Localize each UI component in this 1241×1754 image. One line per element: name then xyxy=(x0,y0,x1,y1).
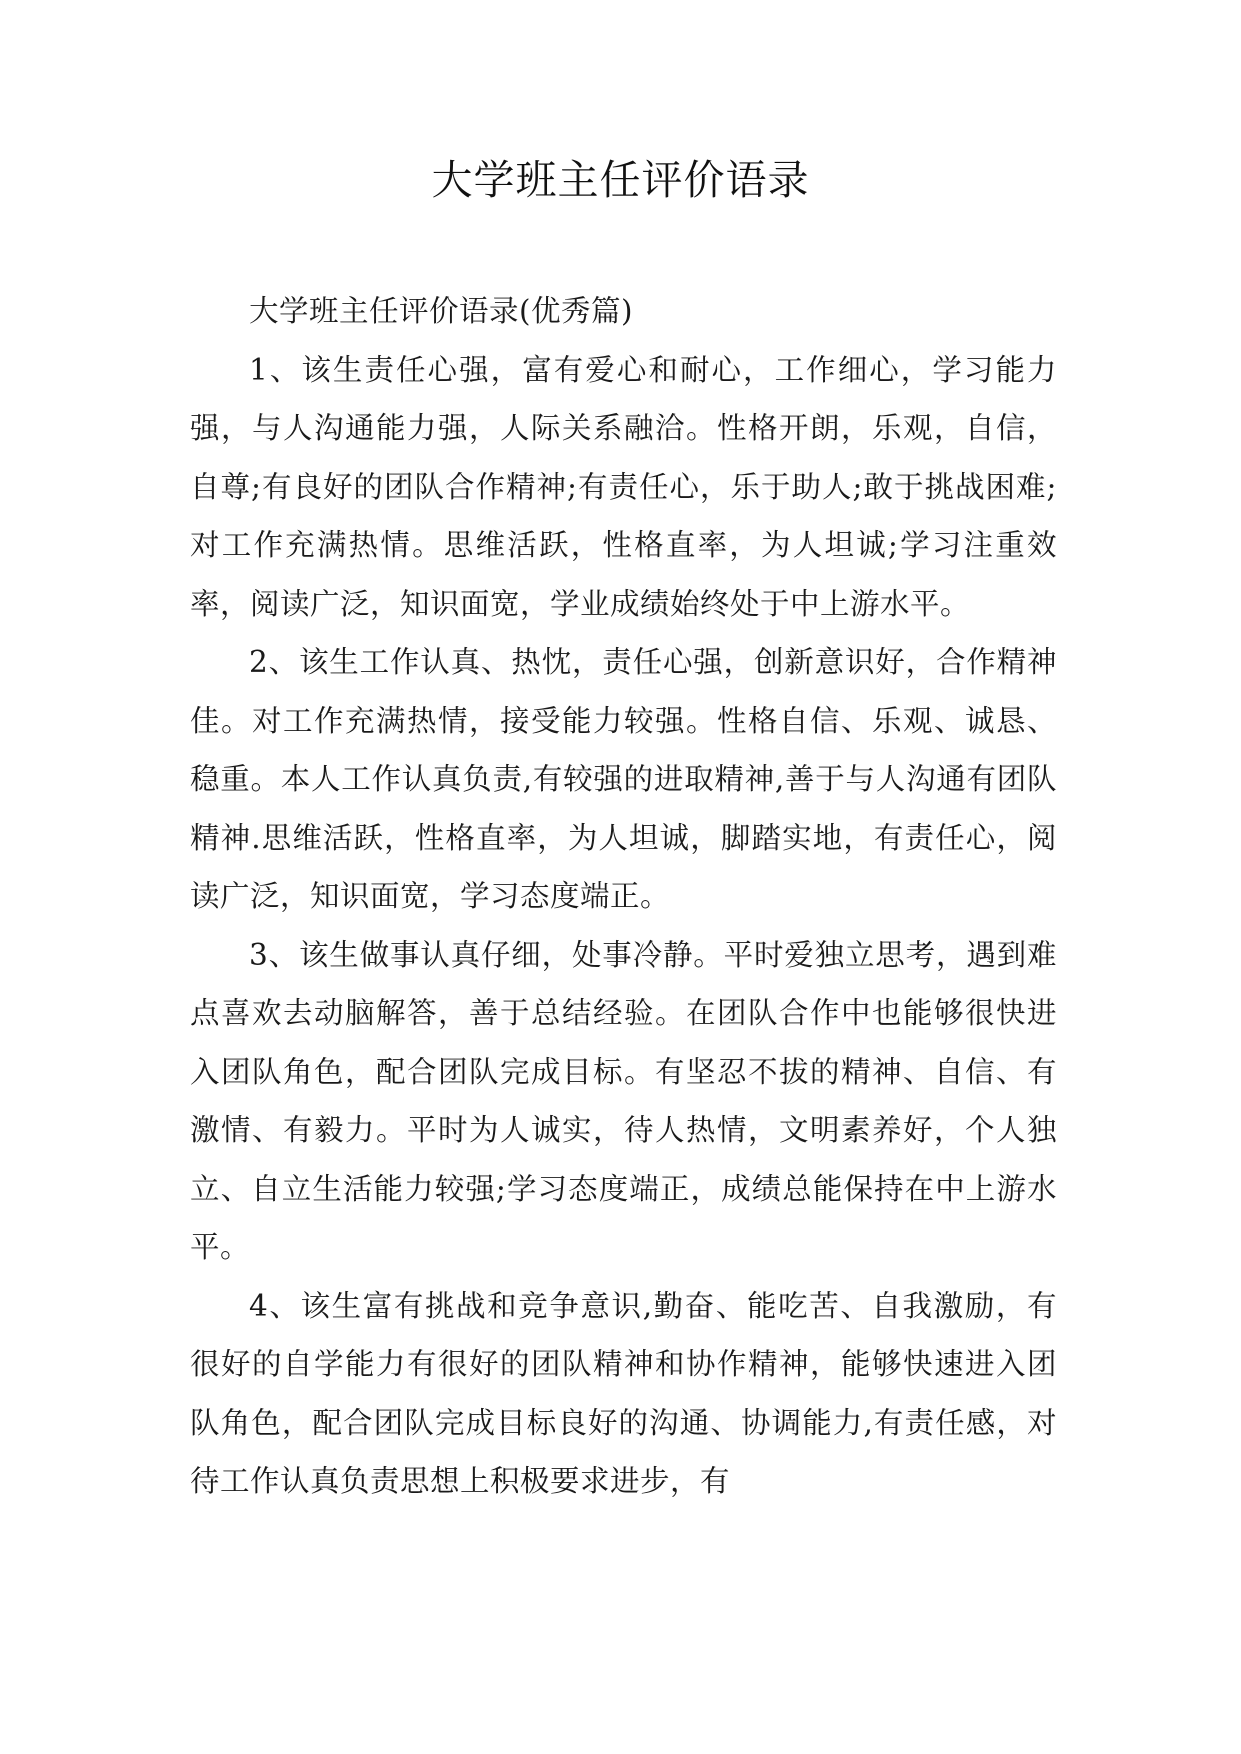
document-title: 大学班主任评价语录 xyxy=(431,156,810,204)
document-body xyxy=(190,282,1057,1511)
paragraph-heading: 大学班主任评价语录(优秀篇) xyxy=(249,294,634,328)
paragraph-1: 1、该生责任心强，富有爱心和耐心，工作细心，学习能力强，与人沟通能力强，人际关系融洽。性格开朗，乐观，自信，自尊;有良好的团队合作精神;有责任心，乐于助人;敢于挑战困难;对工作充满热情。思维活跃，性格直率，为人坦诚;学习注重效率，阅读广泛，知识面宽，学业成绩始终处于中上游水平。 xyxy=(190,352,1057,621)
paragraph-2: 2、该生工作认真、热忱，责任心强，创新意识好，合作精神佳。对工作充满热情，接受能力较强。性格自信、乐观、诚恳、稳重。本人工作认真负责,有较强的进取精神,善于与人沟通有团队精神.思维活跃，性格直率，为人坦诚，脚踏实地，有责任心，阅读广泛，知识面宽，学习态度端正。 xyxy=(190,645,1057,913)
paragraph-4: 4、该生富有挑战和竞争意识,勤奋、能吃苦、自我激励，有很好的自学能力有很好的团队精神和协作精神，能够快速进入团队角色，配合团队完成目标良好的沟通、协调能力,有责任感，对待工作认真负责思想上积极要求进步，有 xyxy=(190,1288,1057,1498)
paragraph-3: 3、该生做事认真仔细，处事冷静。平时爱独立思考，遇到难点喜欢去动脑解答，善于总结经验。在团队合作中也能够很快进入团队角色，配合团队完成目标。有坚忍不拔的精神、自信、有激情、有毅力。平时为人诚实，待人热情，文明素养好，个人独立、自立生活能力较强;学习态度端正，成绩总能保持在中上游水平。 xyxy=(190,937,1057,1264)
